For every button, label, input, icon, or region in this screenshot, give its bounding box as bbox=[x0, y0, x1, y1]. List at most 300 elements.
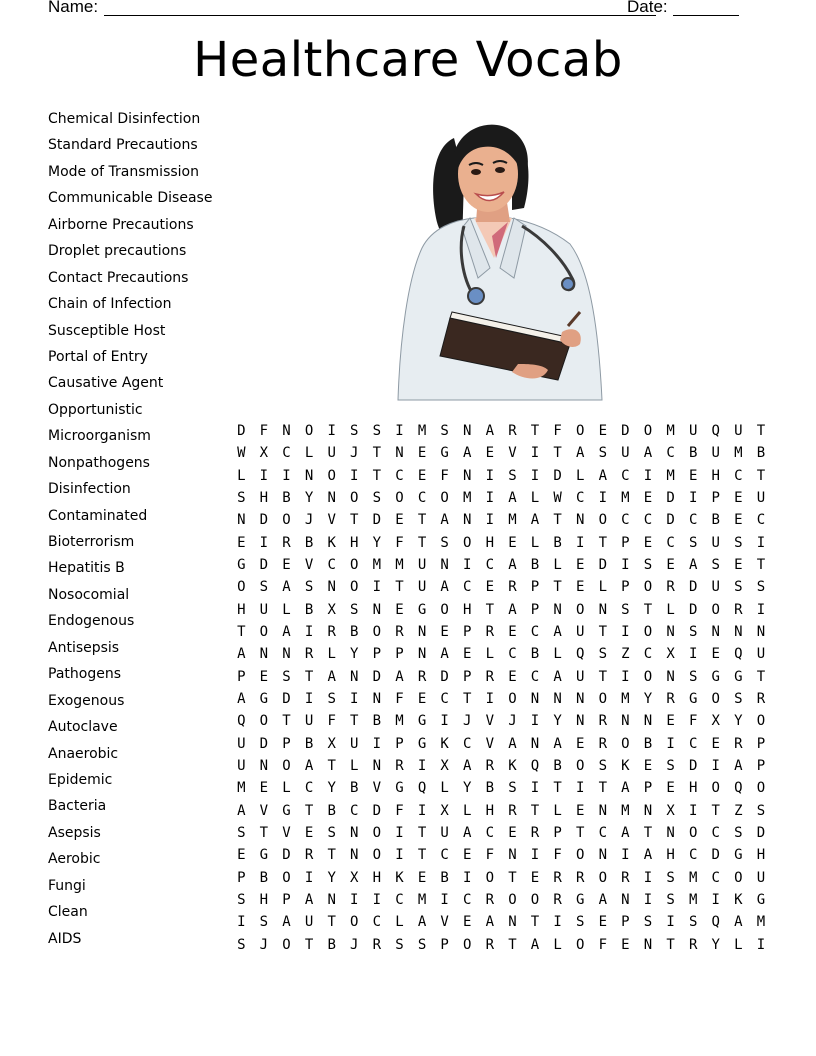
header-line bbox=[48, 0, 748, 21]
grid-letter: D bbox=[372, 802, 382, 819]
word-list-item: Asepsis bbox=[48, 824, 101, 841]
grid-letter: P bbox=[463, 668, 472, 685]
grid-letter: P bbox=[237, 869, 246, 886]
grid-letter: R bbox=[734, 601, 743, 618]
grid-letter: E bbox=[666, 713, 675, 730]
grid-letter: C bbox=[372, 914, 382, 931]
grid-letter: F bbox=[395, 802, 404, 819]
grid-letter: R bbox=[327, 623, 336, 640]
grid-letter: A bbox=[304, 757, 314, 774]
grid-letter: L bbox=[395, 914, 404, 931]
grid-letter: T bbox=[395, 579, 404, 596]
grid-letter: C bbox=[440, 847, 449, 864]
grid-letter: P bbox=[621, 579, 630, 596]
grid-letter: S bbox=[666, 891, 675, 908]
grid-letter: D bbox=[688, 579, 698, 596]
grid-letter: I bbox=[395, 423, 404, 439]
grid-letter: E bbox=[463, 847, 472, 864]
grid-letter: E bbox=[463, 914, 472, 931]
grid-letter: S bbox=[734, 534, 743, 551]
grid-letter: O bbox=[508, 690, 517, 707]
grid-letter: K bbox=[327, 534, 336, 551]
grid-letter: A bbox=[508, 735, 517, 752]
grid-letter: D bbox=[666, 512, 675, 529]
grid-letter: C bbox=[530, 623, 540, 640]
grid-letter: F bbox=[688, 713, 698, 730]
word-list-item: Endogenous bbox=[48, 613, 135, 630]
grid-letter: N bbox=[463, 467, 472, 484]
grid-letter: A bbox=[327, 668, 336, 685]
date-blank-line bbox=[673, 0, 739, 16]
grid-letter: S bbox=[643, 556, 653, 573]
grid-letter: S bbox=[508, 780, 517, 797]
grid-letter: N bbox=[417, 646, 427, 663]
grid-letter: C bbox=[621, 512, 630, 529]
grid-letter: O bbox=[711, 690, 720, 707]
grid-row bbox=[230, 621, 774, 643]
grid-letter: N bbox=[463, 512, 472, 529]
grid-letter: G bbox=[417, 713, 427, 730]
grid-letter: N bbox=[734, 623, 743, 640]
grid-letter: T bbox=[530, 914, 540, 931]
grid-letter: O bbox=[282, 757, 291, 774]
grid-letter: U bbox=[304, 914, 314, 931]
grid-letter: P bbox=[756, 735, 766, 752]
grid-letter: N bbox=[327, 891, 336, 908]
grid-row bbox=[230, 755, 774, 777]
grid-letter: X bbox=[327, 735, 336, 752]
grid-letter: A bbox=[553, 735, 562, 752]
grid-letter: O bbox=[282, 936, 291, 953]
grid-letter: S bbox=[666, 757, 675, 774]
grid-letter: K bbox=[734, 891, 743, 908]
grid-letter: S bbox=[598, 445, 608, 462]
grid-letter: I bbox=[304, 623, 314, 640]
grid-letter: D bbox=[553, 467, 562, 484]
grid-letter: H bbox=[350, 534, 359, 551]
grid-letter: J bbox=[463, 713, 472, 730]
grid-letter: O bbox=[304, 423, 314, 439]
grid-letter: C bbox=[688, 512, 698, 529]
grid-row bbox=[230, 442, 774, 464]
word-list-item: Opportunistic bbox=[48, 401, 143, 418]
grid-letter: B bbox=[440, 869, 449, 886]
grid-letter: E bbox=[508, 668, 517, 685]
grid-letter: R bbox=[598, 713, 608, 730]
grid-letter: L bbox=[237, 467, 246, 484]
grid-letter: R bbox=[621, 869, 630, 886]
grid-letter: T bbox=[417, 847, 427, 864]
grid-letter: B bbox=[553, 757, 562, 774]
grid-letter: C bbox=[463, 579, 472, 596]
grid-letter: I bbox=[463, 556, 472, 573]
grid-letter: Y bbox=[304, 489, 314, 506]
grid-letter: S bbox=[643, 914, 653, 931]
grid-letter: I bbox=[395, 824, 404, 841]
grid-letter: E bbox=[575, 556, 585, 573]
grid-letter: Y bbox=[553, 713, 562, 730]
grid-letter: O bbox=[598, 869, 608, 886]
grid-letter: I bbox=[688, 489, 698, 506]
grid-letter: R bbox=[598, 735, 608, 752]
grid-letter: X bbox=[259, 445, 269, 462]
word-list-item: Antisepsis bbox=[48, 639, 120, 656]
grid-letter: T bbox=[485, 601, 495, 618]
grid-letter: O bbox=[756, 780, 766, 797]
grid-letter: R bbox=[485, 623, 495, 640]
grid-letter: X bbox=[440, 757, 449, 774]
grid-letter: E bbox=[711, 735, 720, 752]
grid-letter: P bbox=[282, 891, 291, 908]
grid-letter: T bbox=[643, 601, 653, 618]
grid-letter: T bbox=[304, 936, 314, 953]
grid-letter: T bbox=[598, 668, 608, 685]
grid-letter: R bbox=[395, 623, 404, 640]
grid-letter: T bbox=[553, 445, 562, 462]
grid-letter: Q bbox=[734, 780, 743, 797]
grid-letter: L bbox=[282, 780, 291, 797]
grid-letter: D bbox=[688, 757, 698, 774]
grid-letter: C bbox=[734, 467, 743, 484]
grid-letter: S bbox=[417, 936, 427, 953]
grid-letter: A bbox=[237, 802, 246, 819]
grid-letter: N bbox=[237, 512, 246, 529]
grid-letter: O bbox=[350, 914, 359, 931]
grid-letter: L bbox=[304, 445, 314, 462]
grid-letter: O bbox=[350, 489, 359, 506]
grid-letter: A bbox=[304, 891, 314, 908]
grid-letter: A bbox=[508, 556, 517, 573]
grid-row bbox=[230, 800, 774, 822]
grid-letter: T bbox=[237, 623, 246, 640]
grid-row bbox=[230, 554, 774, 576]
nurse-illustration-icon bbox=[392, 118, 606, 404]
grid-letter: I bbox=[643, 467, 653, 484]
grid-letter: P bbox=[395, 646, 404, 663]
grid-letter: L bbox=[350, 757, 359, 774]
grid-letter: X bbox=[440, 802, 449, 819]
grid-letter: G bbox=[711, 668, 720, 685]
grid-letter: A bbox=[621, 824, 630, 841]
grid-letter: O bbox=[350, 556, 359, 573]
grid-letter: I bbox=[463, 869, 472, 886]
grid-letter: S bbox=[734, 690, 743, 707]
grid-letter: J bbox=[508, 713, 517, 730]
grid-letter: T bbox=[350, 713, 359, 730]
grid-letter: N bbox=[372, 757, 382, 774]
grid-letter: A bbox=[395, 668, 404, 685]
grid-letter: O bbox=[598, 690, 608, 707]
grid-letter: E bbox=[711, 646, 720, 663]
grid-letter: B bbox=[304, 534, 314, 551]
grid-letter: R bbox=[688, 936, 698, 953]
grid-letter: P bbox=[440, 936, 449, 953]
grid-letter: T bbox=[304, 802, 314, 819]
grid-letter: B bbox=[327, 936, 336, 953]
grid-letter: G bbox=[259, 690, 269, 707]
grid-letter: J bbox=[259, 936, 269, 953]
grid-letter: N bbox=[350, 847, 359, 864]
grid-letter: I bbox=[575, 780, 585, 797]
grid-letter: S bbox=[237, 489, 246, 506]
grid-letter: R bbox=[575, 869, 585, 886]
grid-letter: U bbox=[327, 445, 336, 462]
grid-letter: E bbox=[508, 623, 517, 640]
grid-letter: S bbox=[259, 579, 269, 596]
grid-letter: X bbox=[350, 869, 359, 886]
grid-letter: A bbox=[508, 601, 517, 618]
grid-letter: R bbox=[282, 534, 291, 551]
grid-letter: Y bbox=[734, 713, 743, 730]
grid-letter: I bbox=[530, 713, 540, 730]
grid-letter: R bbox=[530, 824, 540, 841]
grid-letter: C bbox=[463, 735, 472, 752]
grid-letter: T bbox=[756, 423, 766, 439]
grid-letter: M bbox=[372, 556, 382, 573]
grid-letter: N bbox=[666, 668, 675, 685]
grid-letter: J bbox=[350, 445, 359, 462]
grid-letter: D bbox=[711, 847, 720, 864]
word-list-item: Microorganism bbox=[48, 428, 151, 445]
grid-letter: U bbox=[350, 735, 359, 752]
grid-letter: T bbox=[304, 668, 314, 685]
grid-letter: R bbox=[304, 646, 314, 663]
grid-letter: N bbox=[553, 690, 562, 707]
grid-letter: G bbox=[756, 891, 766, 908]
grid-letter: E bbox=[666, 780, 675, 797]
grid-letter: I bbox=[372, 891, 382, 908]
grid-letter: C bbox=[508, 646, 517, 663]
grid-letter: S bbox=[756, 802, 766, 819]
grid-letter: V bbox=[485, 735, 495, 752]
grid-letter: A bbox=[688, 556, 698, 573]
grid-letter: Y bbox=[463, 780, 472, 797]
grid-letter: N bbox=[598, 847, 608, 864]
grid-row bbox=[230, 666, 774, 688]
grid-letter: P bbox=[463, 623, 472, 640]
grid-letter: K bbox=[440, 735, 449, 752]
grid-letter: I bbox=[417, 757, 427, 774]
grid-letter: F bbox=[395, 534, 404, 551]
grid-letter: A bbox=[440, 646, 449, 663]
grid-row bbox=[230, 844, 774, 866]
grid-letter: I bbox=[327, 423, 336, 439]
word-list-item: Aerobic bbox=[48, 851, 101, 868]
grid-letter: U bbox=[237, 735, 246, 752]
grid-letter: Z bbox=[734, 802, 743, 819]
grid-letter: T bbox=[327, 757, 336, 774]
grid-letter: P bbox=[282, 735, 291, 752]
grid-letter: E bbox=[688, 467, 698, 484]
grid-letter: O bbox=[643, 623, 653, 640]
grid-letter: O bbox=[598, 512, 608, 529]
grid-letter: F bbox=[440, 467, 449, 484]
grid-letter: I bbox=[621, 623, 630, 640]
word-list-item: Mode of Transmission bbox=[48, 163, 199, 180]
grid-letter: O bbox=[711, 780, 720, 797]
grid-letter: P bbox=[621, 914, 630, 931]
grid-letter: R bbox=[553, 869, 562, 886]
grid-letter: G bbox=[734, 847, 743, 864]
grid-letter: L bbox=[734, 936, 743, 953]
grid-letter: R bbox=[734, 735, 743, 752]
grid-letter: O bbox=[734, 869, 743, 886]
grid-letter: O bbox=[643, 423, 653, 439]
grid-letter: V bbox=[372, 780, 382, 797]
grid-letter: S bbox=[440, 423, 449, 439]
grid-letter: T bbox=[756, 556, 766, 573]
grid-letter: M bbox=[734, 445, 743, 462]
grid-letter: T bbox=[327, 914, 336, 931]
grid-letter: N bbox=[711, 623, 720, 640]
grid-letter: B bbox=[259, 869, 269, 886]
grid-letter: G bbox=[282, 802, 291, 819]
grid-letter: C bbox=[575, 489, 585, 506]
grid-letter: Q bbox=[575, 646, 585, 663]
grid-letter: N bbox=[350, 668, 359, 685]
grid-letter: B bbox=[304, 601, 314, 618]
grid-letter: B bbox=[530, 556, 540, 573]
grid-letter: X bbox=[666, 802, 675, 819]
grid-letter: H bbox=[485, 802, 495, 819]
grid-letter: C bbox=[440, 690, 449, 707]
grid-letter: T bbox=[575, 824, 585, 841]
grid-letter: A bbox=[643, 847, 653, 864]
grid-letter: T bbox=[598, 534, 608, 551]
grid-letter: M bbox=[666, 467, 675, 484]
grid-letter: R bbox=[508, 423, 517, 439]
grid-letter: R bbox=[485, 936, 495, 953]
grid-letter: I bbox=[485, 467, 495, 484]
grid-letter: C bbox=[304, 780, 314, 797]
grid-letter: B bbox=[372, 713, 382, 730]
grid-letter: H bbox=[666, 847, 675, 864]
grid-letter: K bbox=[508, 757, 517, 774]
grid-letter: A bbox=[417, 914, 427, 931]
grid-letter: A bbox=[734, 757, 743, 774]
grid-letter: B bbox=[756, 445, 766, 462]
grid-letter: E bbox=[304, 824, 314, 841]
grid-letter: I bbox=[485, 489, 495, 506]
grid-letter: L bbox=[530, 489, 540, 506]
grid-letter: E bbox=[440, 623, 449, 640]
grid-letter: F bbox=[327, 713, 336, 730]
grid-letter: L bbox=[530, 534, 540, 551]
word-list-item: Airborne Precautions bbox=[48, 216, 194, 233]
grid-letter: O bbox=[643, 579, 653, 596]
grid-letter: R bbox=[666, 579, 675, 596]
grid-letter: U bbox=[756, 869, 766, 886]
grid-letter: B bbox=[327, 802, 336, 819]
grid-letter: D bbox=[666, 489, 675, 506]
grid-letter: Y bbox=[711, 936, 720, 953]
date-label: Date: bbox=[627, 0, 668, 16]
grid-letter: N bbox=[395, 445, 404, 462]
grid-letter: I bbox=[259, 534, 269, 551]
grid-letter: A bbox=[621, 780, 630, 797]
grid-letter: I bbox=[756, 936, 766, 953]
grid-letter: V bbox=[304, 556, 314, 573]
grid-letter: T bbox=[327, 847, 336, 864]
grid-letter: I bbox=[440, 713, 449, 730]
grid-letter: D bbox=[688, 601, 698, 618]
grid-letter: C bbox=[643, 512, 653, 529]
grid-letter: N bbox=[350, 824, 359, 841]
grid-letter: I bbox=[666, 735, 675, 752]
grid-letter: B bbox=[485, 780, 495, 797]
grid-letter: L bbox=[553, 646, 562, 663]
grid-letter: I bbox=[395, 847, 404, 864]
word-list-item: Fungi bbox=[48, 877, 86, 894]
grid-letter: Y bbox=[350, 646, 359, 663]
grid-letter: F bbox=[553, 423, 562, 439]
grid-letter: F bbox=[395, 690, 404, 707]
grid-row bbox=[230, 487, 774, 509]
grid-letter: U bbox=[575, 623, 585, 640]
letter-grid bbox=[230, 420, 774, 956]
grid-letter: E bbox=[530, 869, 540, 886]
grid-letter: U bbox=[259, 601, 269, 618]
grid-letter: O bbox=[575, 847, 585, 864]
grid-row bbox=[230, 532, 774, 554]
grid-letter: I bbox=[711, 757, 720, 774]
grid-letter: B bbox=[688, 445, 698, 462]
grid-letter: U bbox=[688, 423, 698, 439]
grid-letter: A bbox=[598, 891, 608, 908]
grid-letter: N bbox=[304, 467, 314, 484]
grid-letter: C bbox=[417, 489, 427, 506]
grid-letter: L bbox=[598, 579, 608, 596]
grid-letter: X bbox=[327, 601, 336, 618]
grid-row bbox=[230, 465, 774, 487]
grid-row bbox=[230, 733, 774, 755]
grid-letter: D bbox=[282, 847, 291, 864]
grid-letter: O bbox=[575, 936, 585, 953]
grid-letter: G bbox=[417, 735, 427, 752]
grid-letter: N bbox=[643, 713, 653, 730]
grid-letter: T bbox=[282, 713, 291, 730]
grid-letter: D bbox=[237, 423, 246, 439]
grid-letter: U bbox=[304, 713, 314, 730]
grid-letter: I bbox=[621, 847, 630, 864]
grid-letter: E bbox=[237, 534, 246, 551]
grid-letter: O bbox=[237, 579, 246, 596]
grid-letter: E bbox=[734, 512, 743, 529]
grid-letter: T bbox=[553, 512, 562, 529]
grid-letter: T bbox=[417, 534, 427, 551]
grid-letter: G bbox=[395, 780, 404, 797]
grid-letter: M bbox=[463, 489, 472, 506]
grid-letter: M bbox=[756, 914, 766, 931]
grid-letter: M bbox=[688, 869, 698, 886]
grid-letter: M bbox=[395, 713, 404, 730]
grid-letter: I bbox=[688, 802, 698, 819]
grid-letter: C bbox=[621, 467, 630, 484]
grid-letter: R bbox=[756, 690, 766, 707]
grid-letter: I bbox=[372, 579, 382, 596]
grid-letter: E bbox=[417, 690, 427, 707]
grid-row bbox=[230, 934, 774, 956]
grid-letter: X bbox=[711, 713, 720, 730]
grid-letter: U bbox=[575, 668, 585, 685]
grid-letter: R bbox=[372, 936, 382, 953]
grid-letter: R bbox=[304, 847, 314, 864]
grid-letter: N bbox=[643, 936, 653, 953]
grid-letter: N bbox=[575, 690, 585, 707]
grid-letter: Q bbox=[237, 713, 246, 730]
grid-letter: C bbox=[688, 847, 698, 864]
grid-letter: N bbox=[598, 601, 608, 618]
